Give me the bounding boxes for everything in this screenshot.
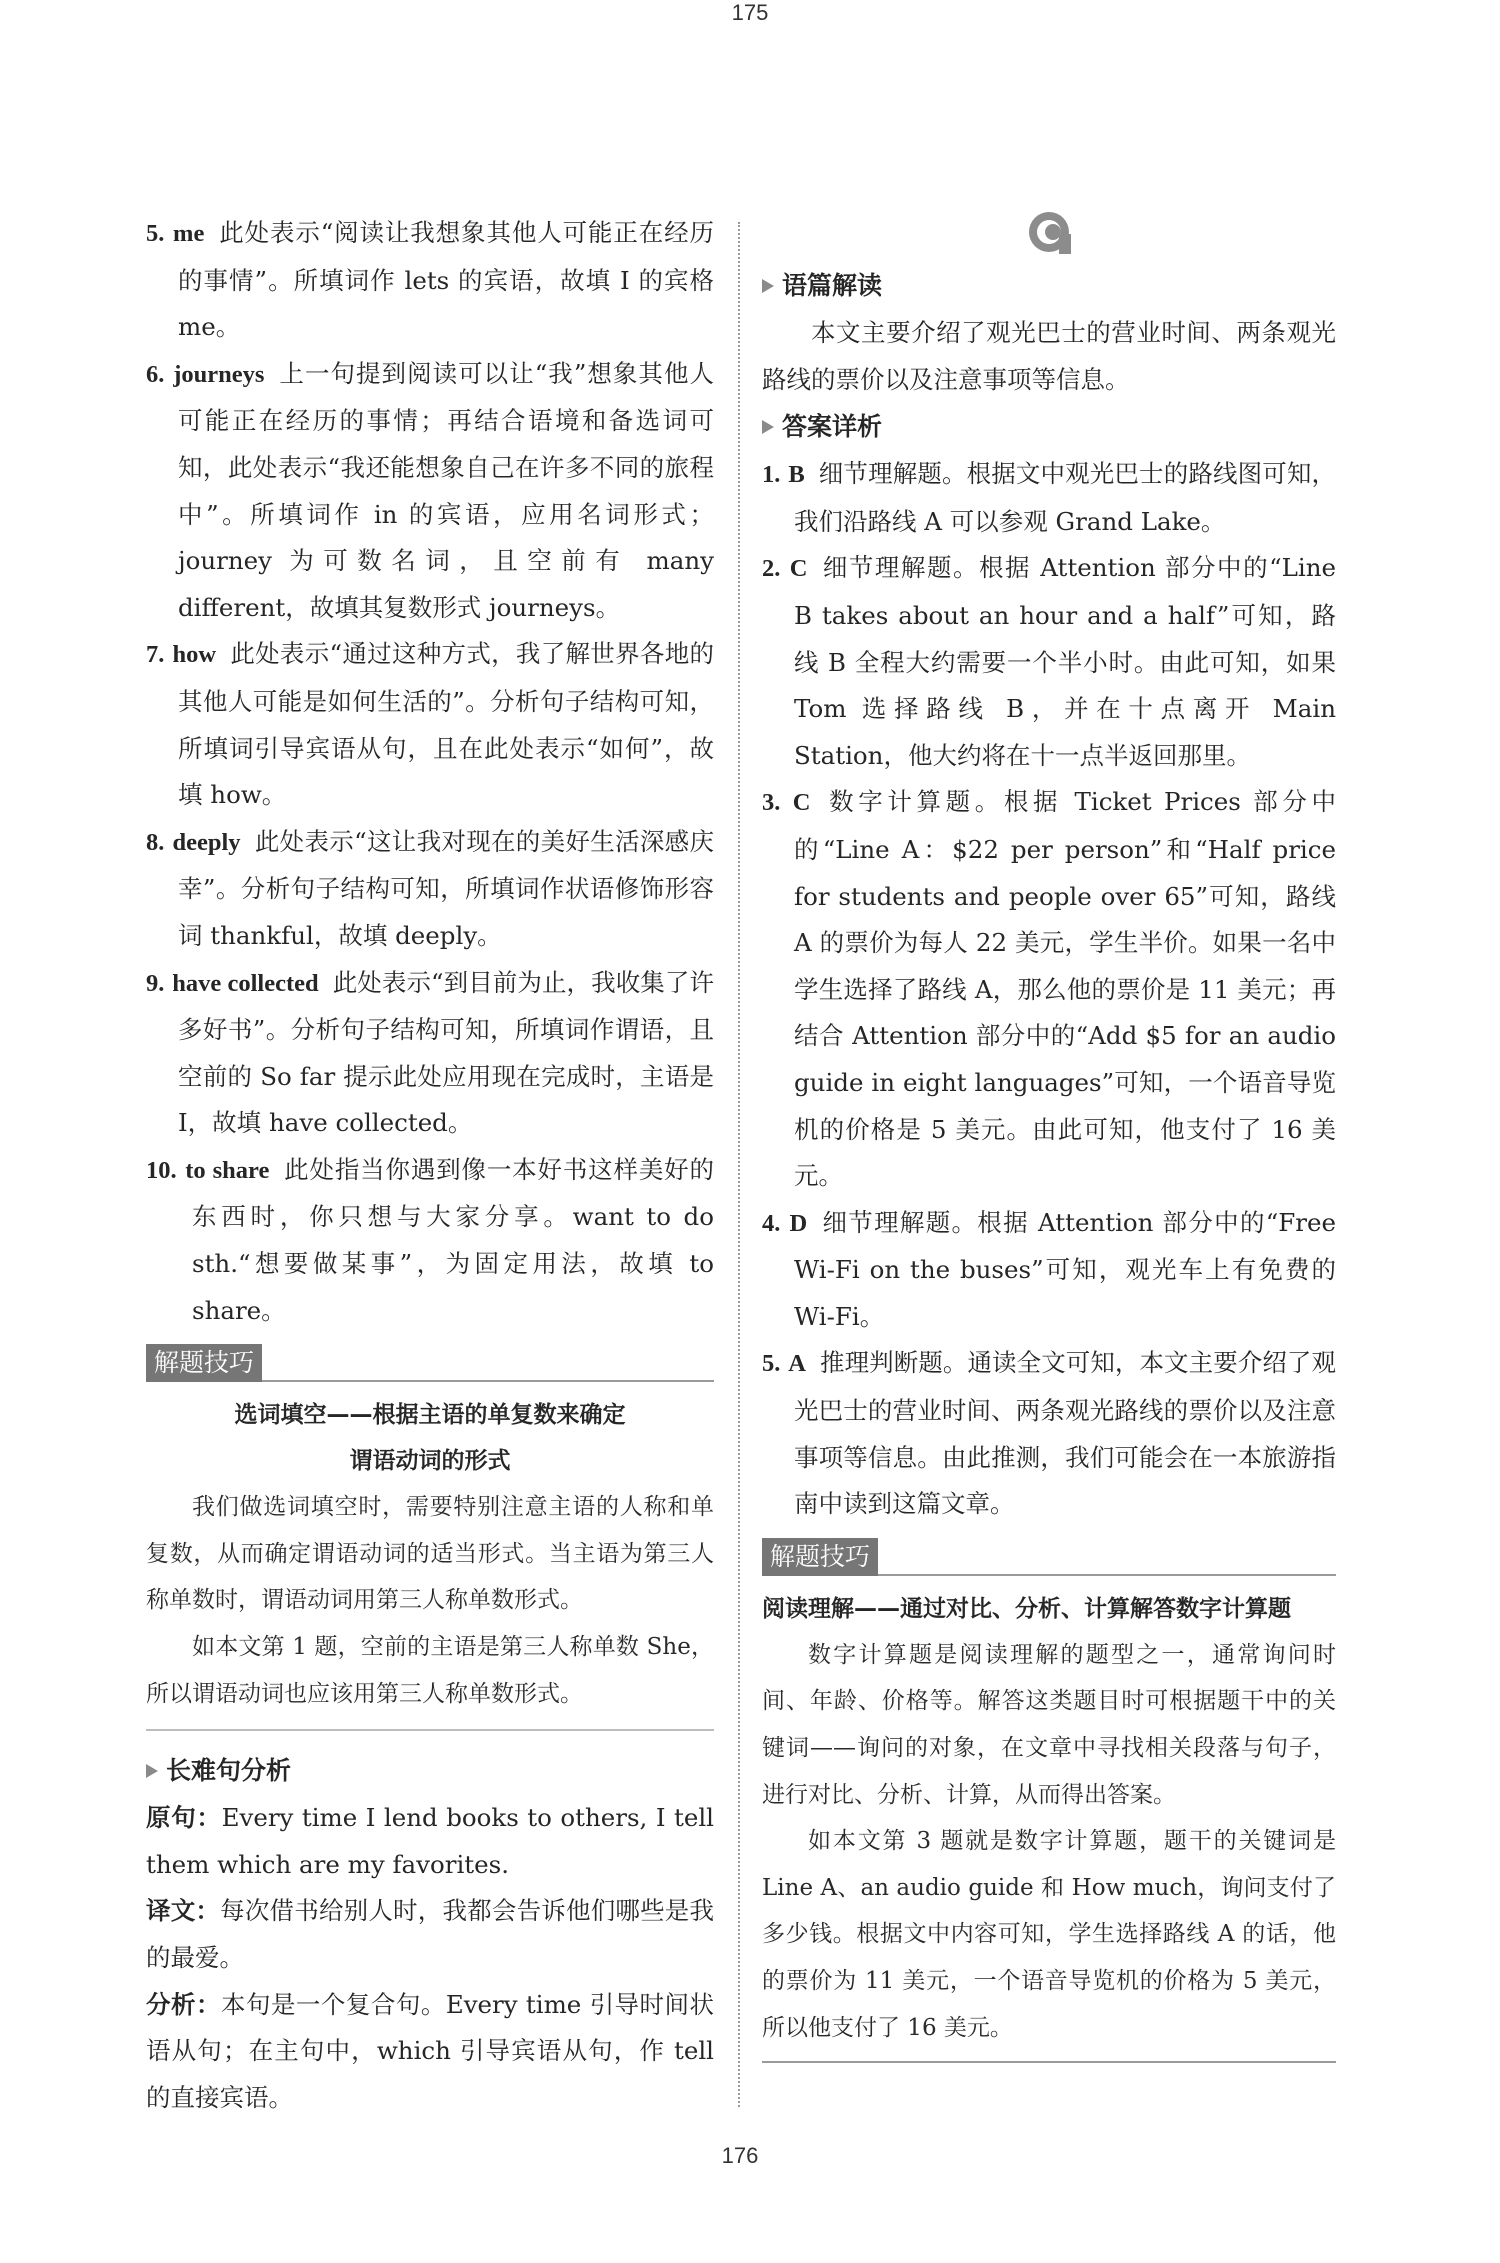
- item-answer: me: [173, 220, 205, 247]
- reading-summary: 本文主要介绍了观光巴士的营业时间、两条观光路线的票价以及注意事项等信息。: [762, 318, 1336, 394]
- item-explanation: 推理判断题。通读全文可知，本文主要介绍了观光巴士的营业时间、两条观光路线的票价以及注意事项等信息。由此推测，我们可能会在一本旅游指南中读到这篇文章。: [794, 1348, 1337, 1519]
- item-explanation: 细节理解题。根据 Attention 部分中的“Free Wi-Fi on the buses”可知，观光车上有免费的 Wi-Fi。: [794, 1207, 1336, 1331]
- tip-section-bar: [146, 1340, 714, 1382]
- item-explanation: 此处表示“阅读让我想象其他人可能正在经历的事情”。所填词作 lets 的宾语，故填 I 的宾格 me。: [178, 218, 714, 342]
- triangle-bullet-icon: [146, 1764, 158, 1778]
- answer-item-2: [762, 545, 1336, 779]
- bottom-page-number: 176: [721, 2143, 759, 2168]
- item-answer: D: [789, 1209, 808, 1237]
- analysis-text: 每次借书给别人时，我都会告诉他们哪些是我的最爱。: [146, 1896, 715, 1972]
- item-explanation: 细节理解题。根据文中观光巴士的路线图可知，我们沿路线 A 可以参观 Grand Lake。: [794, 459, 1337, 536]
- item-number: 8.: [146, 828, 165, 856]
- translation: [146, 1888, 714, 1981]
- heading-text: 答案详析: [782, 412, 883, 442]
- answer-item-5-right: [762, 1340, 1336, 1527]
- reading-heading: [762, 264, 1336, 308]
- answer-item-6: [146, 351, 714, 632]
- item-answer: journeys: [173, 360, 265, 388]
- analysis-text: Every time I lend books to others, I tell them which are my favorites.: [146, 1803, 715, 1879]
- item-explanation: 此处表示“到目前为止，我收集了许多好书”。分析句子结构可知，所填词作谓语，且空前的 So far 提示此处应用现在完成时，主语是 I，故填 have collected。: [178, 967, 714, 1138]
- item-answer: C: [792, 789, 811, 817]
- item-answer: to share: [185, 1156, 270, 1184]
- item-answer: B: [788, 461, 805, 489]
- item-answer: deeply: [172, 828, 241, 856]
- tip-paragraph: 我们做选词填空时，需要特别注意主语的人称和单复数，从而确定谓语动词的适当形式。当主语为第三人称单数时，谓语动词用第三人称单数形式。: [146, 1494, 714, 1614]
- item-number: 2.: [762, 555, 781, 583]
- item-number: 10.: [146, 1156, 177, 1184]
- column-divider: [738, 222, 740, 2107]
- item-explanation: 数字计算题。根据 Ticket Prices 部分中的“Line A：$22 per person”和“Half price for students and people over 65”可知，路线 A 的票价为每人 22 美元，学生半价。如果一名中学生选择了路线 A，那么他的票价是 11 美元；再结合 Attention 部分中的“Add $5 for an audio guide in eight languages”可知，一个语音导览机的价格是 5 美元。由此可知，他支付了 16 美元。: [794, 787, 1336, 1191]
- analysis-label: 分析：: [146, 1989, 221, 2019]
- tip-title: 阅读理解——通过对比、分析、计算解答数字计算题: [762, 1595, 1291, 1622]
- answer-item-10: [146, 1147, 714, 1334]
- answer-item-9: [146, 960, 714, 1147]
- heading-text: 语篇解读: [782, 271, 883, 300]
- answer-heading: [762, 405, 1336, 449]
- item-explanation: 此处表示“通过这种方式，我了解世界各地的其他人可能是如何生活的”。分析句子结构可知，所填词引导宾语从句，且在此处表示“如何”，故填 how。: [178, 639, 714, 810]
- c-circle-logo-icon: [1027, 210, 1071, 254]
- tip-label: 解题技巧: [762, 1538, 878, 1576]
- answer-item-3: [762, 779, 1336, 1199]
- tip-title-line-1: 选词填空——根据主语的单复数来确定: [234, 1402, 626, 1429]
- answer-item-1: [762, 451, 1336, 545]
- tip-paragraph: 如本文第 1 题，空前的主语是第三人称单数 She，所以谓语动词也应该用第三人称单数形式。: [146, 1634, 714, 1707]
- tip-paragraph: 如本文第 3 题就是数字计算题，题干的关键词是 Line A、an audio guide 和 How much，询问支付了多少钱。根据文中内容可知，学生选择路线 A 的话，他的票价为 11 美元，一个语音导览机的价格为 5 美元，所以他支付了 16 美元。: [762, 1828, 1336, 2041]
- answer-item-4: [762, 1200, 1336, 1341]
- heading-text: 长难句分析: [166, 1756, 292, 1786]
- item-explanation: 细节理解题。根据 Attention 部分中的“Line B takes about an hour and a half”可知，路线 B 全程大约需要一个半小时。由此可知，如果 Tom 选择路线 B，并在十点离开 Main Station，他大约将在十一点半返回那里。: [794, 553, 1336, 770]
- item-number: 6.: [146, 360, 165, 388]
- item-explanation: 上一句提到阅读可以让“我”想象其他人可能正在经历的事情；再结合语境和备选词可知，此处表示“我还能想象自己在许多不同的旅程中”。所填词作 in 的宾语，应用名词形式；journey 为可数名词，且空前有 many different，故填其复数形式 journeys。: [178, 358, 714, 622]
- answer-item-5: [146, 210, 714, 351]
- triangle-bullet-icon: [762, 420, 774, 434]
- item-answer: C: [789, 555, 808, 583]
- answer-item-7: [146, 631, 714, 818]
- answer-item-8: [146, 819, 714, 960]
- original-sentence: [146, 1795, 714, 1888]
- tip-title-line-2: 谓语动词的形式: [349, 1448, 511, 1475]
- analysis-label: 原句：: [146, 1803, 222, 1833]
- item-answer: A: [788, 1350, 806, 1378]
- tip-paragraph: 数字计算题是阅读理解的题型之一，通常询问时间、年龄、价格等。解答这类题目时可根据题干中的关键词——询问的对象，在文章中寻找相关段落与句子，进行对比、分析、计算，从而得出答案。: [762, 1641, 1336, 1808]
- top-page-number: 175: [731, 0, 769, 25]
- item-number: 4.: [762, 1209, 781, 1237]
- analysis: [146, 1982, 714, 2122]
- left-column: [146, 210, 714, 2121]
- item-number: 9.: [146, 969, 165, 997]
- item-number: 5.: [762, 1350, 781, 1378]
- tip-label: 解题技巧: [146, 1344, 262, 1382]
- item-explanation: 此处指当你遇到像一本好书这样美好的东西时，你只想与大家分享。want to do sth.“想要做某事”，为固定用法，故填 to share。: [192, 1154, 715, 1325]
- analysis-text: 本句是一个复合句。Every time 引导时间状语从句；在主句中，which 引导宾语从句，作 tell 的直接宾语。: [146, 1989, 715, 2112]
- triangle-bullet-icon: [762, 279, 774, 293]
- long-sentence-heading: [146, 1749, 714, 1793]
- section-divider: [762, 2061, 1336, 2063]
- tip-section-bar: [762, 1534, 1336, 1576]
- section-divider: [146, 1729, 714, 1731]
- item-number: 3.: [762, 789, 781, 817]
- item-answer: how: [172, 641, 217, 669]
- right-column: [762, 210, 1336, 2073]
- item-explanation: 此处表示“这让我对现在的美好生活深感庆幸”。分析句子结构可知，所填词作状语修饰形容词 thankful，故填 deeply。: [178, 826, 714, 950]
- item-number: 1.: [762, 461, 781, 489]
- item-answer: have collected: [172, 969, 319, 997]
- item-number: 5.: [146, 220, 165, 247]
- analysis-label: 译文：: [146, 1896, 221, 1926]
- item-number: 7.: [146, 641, 165, 669]
